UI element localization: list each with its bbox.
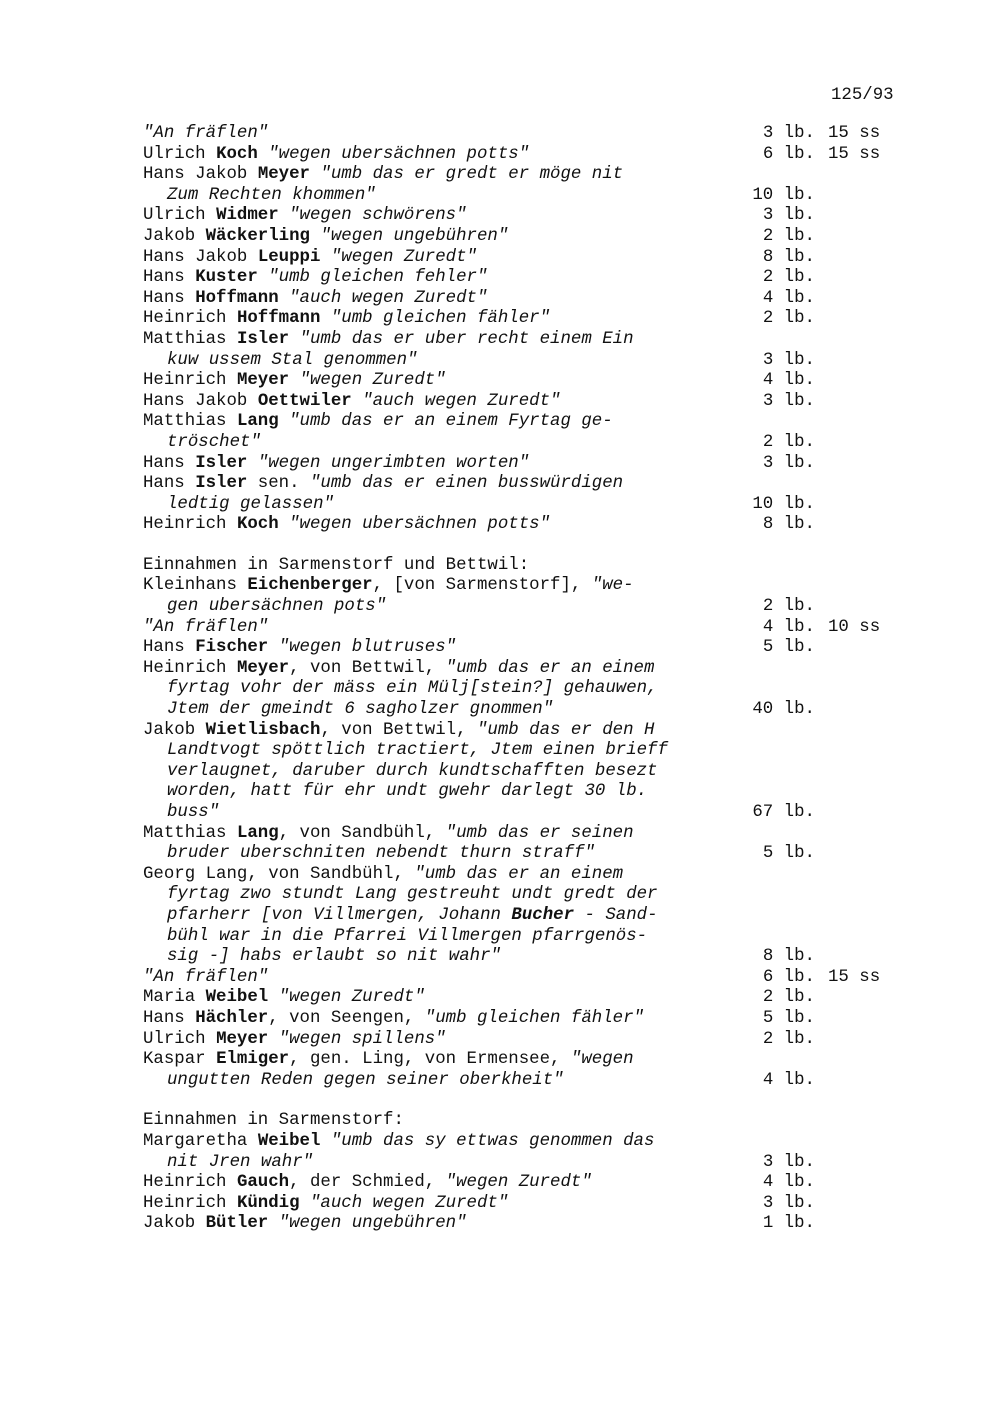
surname: Lang	[236, 412, 279, 432]
quote-text: pfarherr [von Villmergen, Johann	[167, 905, 512, 925]
blank-line	[143, 536, 903, 556]
entry-text	[143, 865, 623, 884]
amount-lb: 8 lb.	[762, 247, 815, 267]
plain-text: Jakob	[143, 720, 206, 740]
plain-text	[268, 1214, 278, 1233]
entry-text	[143, 576, 634, 595]
amount-lb: 4 lb.	[762, 371, 815, 391]
quote-text: "auch wegen Zuredt"	[362, 391, 561, 411]
entry-text	[143, 206, 467, 225]
surname: Leuppi	[257, 247, 321, 267]
quote-text: "umb das er seinen	[445, 823, 634, 843]
entry-text	[143, 885, 658, 904]
plain-text	[279, 289, 289, 308]
ledger-line	[143, 206, 903, 227]
plain-text: Maria	[143, 988, 206, 1008]
plain-text: Hans	[143, 474, 196, 494]
entry-text	[143, 679, 658, 698]
ledger-line	[143, 988, 903, 1009]
quote-text: buss"	[167, 803, 220, 822]
surname: Gauch	[236, 1173, 290, 1193]
amount-ss: 10 ss	[828, 617, 881, 637]
ledger-line	[143, 679, 903, 700]
ledger-line	[143, 186, 903, 207]
ledger-entries	[143, 124, 903, 1235]
quote-text: "wegen	[570, 1050, 634, 1070]
amount-lb: 3 lb.	[762, 350, 815, 370]
amount-lb: 2 lb.	[762, 1029, 815, 1049]
plain-text: Einnahmen in Sarmenstorf:	[143, 1111, 404, 1131]
ledger-line	[143, 824, 903, 845]
surname: Weibel	[205, 988, 269, 1008]
quote-text: "wegen blutruses"	[278, 638, 457, 658]
quote-text: "wegen Zuredt"	[330, 247, 477, 267]
surname: Lang	[236, 823, 279, 843]
ledger-line	[143, 454, 903, 475]
entry-text	[143, 330, 634, 349]
plain-text: , von Bettwil,	[320, 720, 477, 740]
amount-ss: 15 ss	[828, 144, 881, 164]
ledger-line	[143, 618, 903, 639]
ledger-line	[143, 1071, 903, 1092]
entry-text	[143, 803, 219, 822]
quote-text: "umb das er den H	[476, 720, 655, 740]
quote-text: "umb das er an einem	[414, 864, 624, 884]
amount-lb: 3 lb.	[762, 1193, 815, 1213]
amount-lb: 3 lb.	[762, 453, 815, 473]
ledger-line	[143, 1009, 903, 1030]
quote-text: Jtem der gmeindt 6 sagholzer gnommen"	[167, 700, 554, 720]
surname: Meyer	[236, 371, 290, 391]
quote-text: sig -] habs erlaubt so nit wahr"	[167, 947, 501, 967]
ledger-line	[143, 1050, 903, 1071]
amount-lb: 5 lb.	[762, 638, 815, 658]
ledger-line	[143, 1194, 903, 1215]
plain-text: Hans Jakob	[143, 391, 258, 411]
entry-text	[143, 248, 477, 267]
ledger-line	[143, 906, 903, 927]
quote-text: "wegen ubersächnen potts"	[268, 144, 530, 164]
ledger-line	[143, 597, 903, 618]
surname: Wietlisbach	[205, 720, 321, 740]
surname: Bucher	[511, 905, 575, 925]
ledger-line	[143, 885, 903, 906]
plain-text	[320, 309, 330, 328]
ledger-line	[143, 124, 903, 145]
quote-text: "umb das sy ettwas genommen das	[330, 1131, 655, 1151]
quote-text: fyrtag zwo stundt Lang gestreuht undt gredt der	[167, 885, 658, 905]
ledger-line	[143, 1132, 903, 1153]
quote-text: ungutten Reden gegen seiner oberkheit"	[167, 1070, 564, 1090]
ledger-line	[143, 515, 903, 536]
entry-text	[143, 124, 268, 143]
surname: Isler	[236, 329, 290, 349]
entry-text	[143, 186, 376, 205]
entry-text	[143, 762, 658, 781]
ledger-line	[143, 844, 903, 865]
plain-text: Hans	[143, 453, 196, 473]
amount-lb: 10 lb.	[752, 494, 815, 514]
plain-text: , von Bettwil,	[289, 658, 446, 678]
ledger-line	[143, 782, 903, 803]
ledger-line	[143, 721, 903, 742]
surname: Elmiger	[216, 1050, 290, 1070]
plain-text: Georg Lang, von Sandbühl,	[143, 864, 415, 884]
entry-text	[143, 968, 268, 987]
plain-text: Ulrich	[143, 206, 217, 226]
amount-ss: 15 ss	[828, 967, 881, 987]
entry-text	[143, 844, 595, 863]
amount-ss: 15 ss	[828, 124, 881, 143]
plain-text: Hans Jakob	[143, 165, 258, 185]
ledger-line	[143, 227, 903, 248]
entry-text	[143, 824, 634, 843]
surname: Isler	[195, 474, 248, 494]
quote-text: gen ubersächnen pots"	[167, 597, 387, 617]
surname: Eichenberger	[247, 576, 373, 596]
plain-text: Hans Jakob	[143, 247, 258, 267]
quote-text: "we-	[591, 576, 634, 596]
surname: Meyer	[257, 165, 310, 185]
amount-lb: 2 lb.	[762, 309, 815, 329]
amount-lb: 8 lb.	[762, 515, 815, 535]
ledger-line	[143, 803, 903, 824]
surname: Bütler	[205, 1214, 269, 1234]
plain-text	[258, 268, 268, 287]
plain-text: Heinrich	[143, 658, 237, 678]
quote-text: "umb gleichen fähler"	[330, 309, 551, 329]
plain-text	[268, 638, 278, 657]
quote-text: ledtig gelassen"	[167, 494, 334, 514]
amount-lb: 2 lb.	[762, 988, 815, 1008]
entry-text	[143, 392, 560, 411]
entry-text	[143, 1194, 508, 1213]
quote-text: "wegen schwörens"	[289, 206, 467, 226]
surname: Hächler	[195, 1008, 269, 1028]
plain-text: , der Schmied,	[289, 1173, 446, 1193]
entry-text	[143, 309, 550, 328]
quote-text: tröschet"	[167, 432, 261, 452]
plain-text	[320, 1132, 330, 1151]
plain-text	[300, 1194, 310, 1213]
ledger-line	[143, 927, 903, 948]
amount-lb: 4 lb.	[762, 1173, 815, 1193]
quote-text: "wegen Zuredt"	[445, 1173, 592, 1193]
entry-text	[143, 988, 425, 1007]
amount-lb: 40 lb.	[752, 700, 815, 720]
quote-text: "auch wegen Zuredt"	[310, 1193, 509, 1213]
quote-text: bruder uberschniten nebendt thurn straff"	[167, 844, 595, 864]
ledger-line	[143, 947, 903, 968]
ledger-line	[143, 495, 903, 516]
quote-text: verlaugnet, daruber durch kundtschafften besezt	[167, 761, 658, 781]
plain-text: Hans	[143, 638, 196, 658]
amount-lb: 4 lb.	[762, 288, 815, 308]
plain-text: Margaretha	[143, 1131, 258, 1151]
amount-lb: 10 lb.	[752, 185, 815, 205]
quote-text: - Sand-	[574, 905, 658, 925]
plain-text	[289, 330, 299, 349]
plain-text: Ulrich	[143, 144, 217, 164]
quote-text: Zum Rechten khommen"	[167, 185, 376, 205]
entry-text	[143, 1214, 467, 1233]
plain-text: Kleinhans	[143, 576, 248, 596]
amount-lb: 3 lb.	[762, 1152, 815, 1172]
entry-text	[143, 351, 417, 370]
surname: Wäckerling	[205, 226, 310, 246]
plain-text: Heinrich	[143, 309, 237, 329]
amount-lb: 2 lb.	[762, 268, 815, 288]
quote-text: "umb das er an einem	[445, 658, 655, 678]
entry-text	[143, 947, 501, 966]
entry-text	[143, 782, 647, 801]
plain-text: Jakob	[143, 226, 206, 246]
quote-text: "auch wegen Zuredt"	[289, 288, 488, 308]
entry-text	[143, 618, 268, 637]
amount-lb: 3 lb.	[762, 206, 815, 226]
quote-text: "wegen ungebühren"	[320, 226, 509, 246]
entry-text	[143, 597, 386, 616]
ledger-line	[143, 762, 903, 783]
surname: Hoffmann	[236, 309, 321, 329]
entry-text	[143, 268, 487, 287]
surname: Meyer	[216, 1029, 269, 1049]
amount-lb: 2 lb.	[762, 226, 815, 246]
amount-lb: 67 lb.	[752, 803, 815, 822]
quote-text: "wegen Zuredt"	[278, 988, 425, 1008]
quote-text: "umb das er einen busswürdigen	[310, 474, 624, 494]
entry-text	[143, 741, 668, 760]
plain-text: Hans	[143, 288, 196, 308]
plain-text: Jakob	[143, 1214, 206, 1234]
quote-text: "wegen ubersächnen potts"	[289, 515, 551, 535]
ledger-line	[143, 289, 903, 310]
quote-text: "umb das er gredt er möge nit	[320, 165, 624, 185]
amount-lb: 4 lb.	[762, 617, 815, 637]
plain-text: Kaspar	[143, 1050, 217, 1070]
plain-text: Matthias	[143, 412, 237, 432]
plain-text: , gen. Ling, von Ermensee,	[289, 1050, 571, 1070]
entry-text	[143, 906, 658, 925]
plain-text	[268, 988, 278, 1007]
plain-text: sen.	[247, 474, 310, 494]
plain-text: , von Seengen,	[268, 1008, 425, 1028]
plain-text	[258, 145, 268, 164]
plain-text: , von Sandbühl,	[278, 823, 446, 843]
ledger-line	[143, 1214, 903, 1235]
amount-lb: 8 lb.	[762, 947, 815, 967]
plain-text: Ulrich	[143, 1029, 217, 1049]
entry-text	[143, 927, 647, 946]
ledger-line	[143, 371, 903, 392]
page-number: 125/93	[831, 86, 894, 105]
plain-text	[268, 1030, 278, 1049]
ledger-line	[143, 659, 903, 680]
plain-text	[247, 454, 257, 473]
ledger-line	[143, 576, 903, 597]
ledger-line	[143, 968, 903, 989]
plain-text: Heinrich	[143, 1193, 237, 1213]
surname: Kuster	[195, 268, 258, 288]
surname: Koch	[216, 144, 258, 164]
quote-text: "wegen Zuredt"	[299, 371, 446, 391]
amount-lb: 6 lb.	[762, 967, 815, 987]
quote-text: "wegen ungebühren"	[278, 1214, 467, 1234]
quote-text: "umb das er an einem Fyrtag ge-	[289, 412, 613, 432]
entry-text	[143, 721, 654, 740]
ledger-line	[143, 1111, 903, 1132]
entry-text	[143, 659, 654, 678]
surname: Widmer	[216, 206, 279, 226]
ledger-line	[143, 351, 903, 372]
amount-lb: 6 lb.	[762, 144, 815, 164]
amount-lb: 5 lb.	[762, 844, 815, 864]
entry-text	[143, 1111, 404, 1130]
quote-text: "wegen spillens"	[278, 1029, 446, 1049]
plain-text: Hans	[143, 1008, 196, 1028]
ledger-line	[143, 309, 903, 330]
amount-lb: 3 lb.	[762, 124, 815, 143]
amount-lb: 5 lb.	[762, 1008, 815, 1028]
plain-text	[279, 206, 289, 225]
surname: Kündig	[236, 1193, 300, 1213]
entry-text	[143, 1050, 634, 1069]
entry-text	[143, 700, 553, 719]
ledger-line	[143, 1030, 903, 1051]
plain-text: Hans	[143, 268, 196, 288]
plain-text	[279, 515, 289, 534]
ledger-line	[143, 700, 903, 721]
ledger-line	[143, 433, 903, 454]
ledger-line	[143, 556, 903, 577]
quote-text: "An fräflen"	[143, 617, 269, 637]
entry-text	[143, 1030, 446, 1049]
entry-text	[143, 145, 529, 164]
entry-text	[143, 433, 261, 452]
blank-line	[143, 1091, 903, 1111]
quote-text: bühl war in die Pfarrei Villmergen pfarrgenös-	[167, 926, 648, 946]
entry-text	[143, 1071, 564, 1090]
ledger-line	[143, 165, 903, 186]
entry-text	[143, 515, 550, 534]
quote-text: "umb das er uber recht einem Ein	[299, 329, 634, 349]
ledger-line	[143, 1153, 903, 1174]
ledger-line	[143, 392, 903, 413]
ledger-line	[143, 412, 903, 433]
surname: Fischer	[195, 638, 269, 658]
entry-text	[143, 412, 613, 431]
ledger-line	[143, 145, 903, 166]
quote-text: "An fräflen"	[143, 967, 269, 987]
quote-text: nit Jren wahr"	[167, 1152, 314, 1172]
plain-text: Heinrich	[143, 515, 237, 535]
amount-lb: 2 lb.	[762, 597, 815, 617]
entry-text	[143, 371, 446, 390]
plain-text: Matthias	[143, 823, 237, 843]
quote-text: "umb gleichen fehler"	[268, 268, 488, 288]
ledger-line	[143, 638, 903, 659]
surname: Hoffmann	[195, 288, 279, 308]
entry-text	[143, 1009, 644, 1028]
entry-text	[143, 638, 456, 657]
amount-lb: 2 lb.	[762, 432, 815, 452]
surname: Isler	[195, 453, 248, 473]
surname: Meyer	[236, 658, 290, 678]
entry-text	[143, 454, 529, 473]
entry-text	[143, 1132, 654, 1151]
ledger-line	[143, 268, 903, 289]
plain-text	[352, 392, 362, 411]
ledger-line	[143, 865, 903, 886]
plain-text: Einnahmen in Sarmenstorf und Bettwil:	[143, 555, 530, 575]
quote-text: "umb gleichen fähler"	[424, 1008, 644, 1028]
entry-text	[143, 227, 508, 246]
surname: Oettwiler	[257, 391, 352, 411]
quote-text: worden, hatt für ehr undt gwehr darlegt 30 lb.	[167, 782, 648, 802]
amount-lb: 4 lb.	[762, 1070, 815, 1090]
surname: Koch	[236, 515, 279, 535]
entry-text	[143, 165, 623, 184]
ledger-line	[143, 330, 903, 351]
entry-text	[143, 474, 623, 493]
quote-text: "An fräflen"	[143, 124, 269, 143]
ledger-line	[143, 741, 903, 762]
entry-text	[143, 1173, 592, 1192]
quote-text: "wegen ungerimbten worten"	[257, 453, 530, 473]
surname: Weibel	[257, 1131, 321, 1151]
plain-text	[320, 248, 330, 267]
ledger-line	[143, 1173, 903, 1194]
entry-text	[143, 495, 334, 514]
quote-text: kuw ussem Stal genommen"	[167, 350, 418, 370]
entry-text	[143, 289, 487, 308]
plain-text: , [von Sarmenstorf],	[372, 576, 592, 596]
ledger-line	[143, 474, 903, 495]
quote-text: Landtvogt spöttlich tractiert, Jtem einen brieff	[167, 741, 668, 761]
entry-text	[143, 556, 529, 575]
plain-text: Matthias	[143, 329, 237, 349]
entry-text	[143, 1153, 313, 1172]
quote-text: fyrtag vohr der mäss ein Mülj[stein?] gehauwen,	[167, 679, 658, 699]
plain-text	[310, 227, 320, 246]
plain-text	[310, 165, 320, 184]
ledger-line	[143, 248, 903, 269]
amount-lb: 1 lb.	[762, 1214, 815, 1234]
amount-lb: 3 lb.	[762, 391, 815, 411]
plain-text: Heinrich	[143, 1173, 237, 1193]
plain-text	[279, 412, 289, 431]
plain-text	[289, 371, 299, 390]
plain-text: Heinrich	[143, 371, 237, 391]
